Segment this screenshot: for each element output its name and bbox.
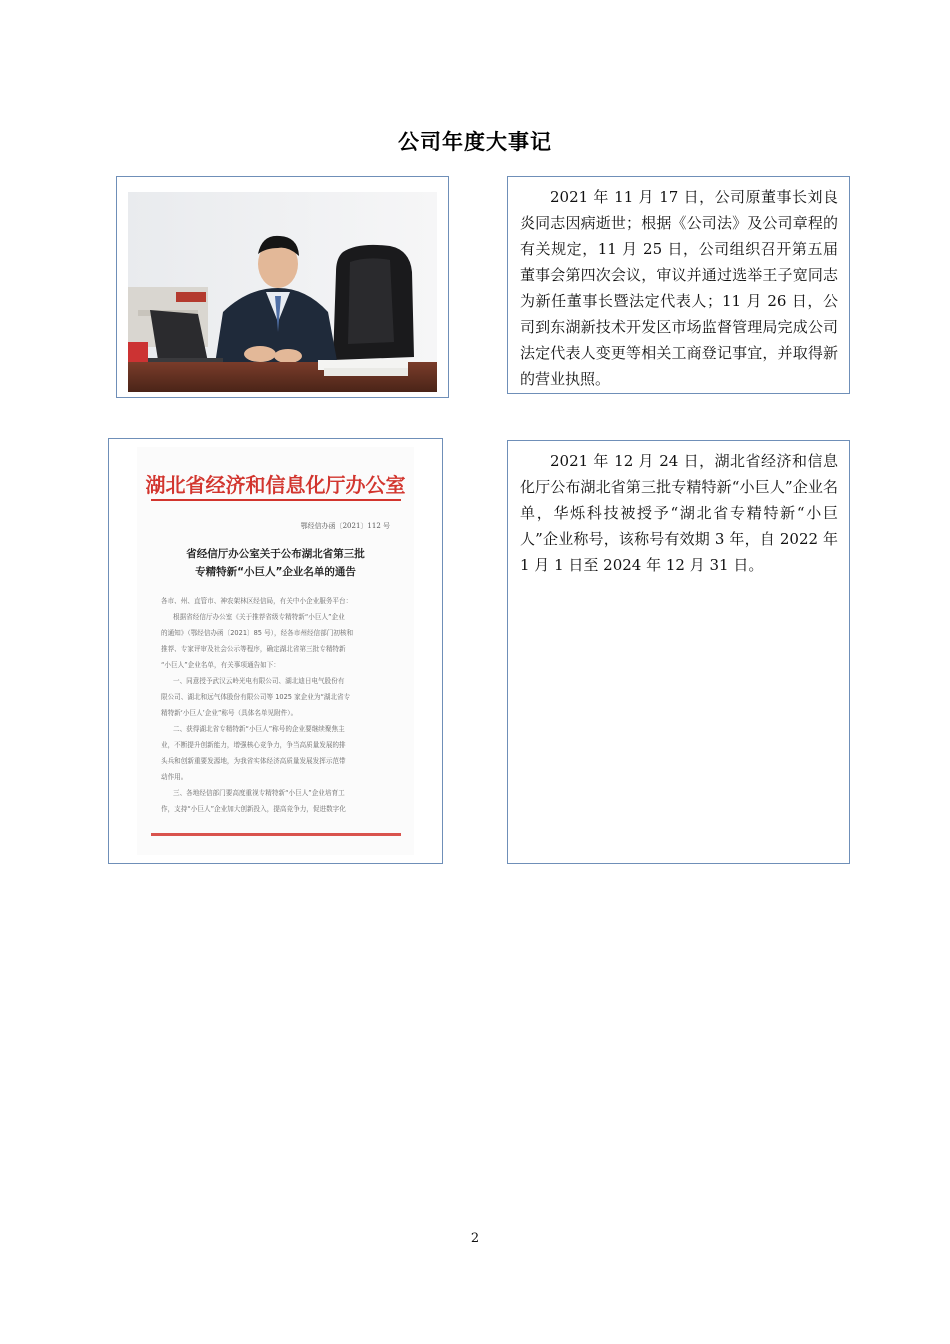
document-title-line: 省经信厅办公室关于公布湖北省第三批 [186, 548, 365, 560]
document-body-line: 一、同意授予武汉云岭光电有限公司、湖北迪日电气股份有 [173, 677, 345, 685]
document-body-line: 作，支持“小巨人”企业加大创新投入，提高竞争力，促进数字化 [161, 805, 346, 813]
document-title [137, 545, 414, 581]
photo-frame [116, 176, 449, 398]
document-body-line: 头兵和创新重要发源地，为我省实体经济高质量发展发挥示范带 [161, 757, 346, 765]
event-1-text: 2021 年 11 月 17 日，公司原董事长刘良炎同志因病逝世；根据《公司法》及公司章程的有关规定，11 月 25 日，公司组织召开第五届董事会第四次会议，审议并通过选举王子宽同志为新任董事长暨法定代表人；11 月 26 日，公司到东湖新技术开发区市场监督管理局完成公司法定代表人变更等相关工商登记事宜，并取得新的营业执照。 [520, 188, 838, 388]
document-body-line: 根据省经信厅办公室《关于推荐省级专精特新“小巨人”企业 [173, 613, 345, 621]
document-title-line: 专精特新“小巨人”企业名单的通告 [195, 566, 356, 578]
page-title: 公司年度大事记 [398, 130, 552, 154]
document-body-line: 精特新‘小巨人’企业”称号（具体名单见附件）。 [161, 709, 298, 717]
document-body-line: 限公司、湖北和远气体股份有限公司等 1025 家企业为“湖北省专 [161, 693, 351, 701]
document-body-line: 动作用。 [161, 773, 188, 781]
event-1-text-box [507, 176, 850, 394]
document-body-line: 推荐、专家评审及社会公示等程序，确定湖北省第三批专精特新 [161, 645, 346, 653]
page-number: 2 [470, 1231, 480, 1246]
document-body [161, 593, 395, 843]
event-2-text-box [507, 440, 850, 864]
event-2-text: 2021 年 12 月 24 日，湖北省经济和信息化厅公布湖北省第三批专精特新“小巨人”企业名单，华烁科技被授予“湖北省专精特新“小巨人”企业称号，该称号有效期 3 年，自 2022 年 1 月 1 日至 2024 年 12 月 31 日。 [520, 452, 838, 574]
document-body-line: 三、各地经信部门要高度重视专精特新“小巨人”企业培育工 [173, 789, 345, 797]
document-scan [137, 447, 414, 855]
document-header-rule [151, 499, 401, 501]
document-header: 湖北省经济和信息化厅办公室 [145, 473, 406, 497]
document-body-line: “小巨人”企业名单，有关事项通告如下： [161, 661, 280, 669]
document-body-line: 业，不断提升创新能力，增强核心竞争力，争当高质量发展的排 [161, 741, 346, 749]
chairman-photo [128, 192, 437, 392]
document-body-line: 二、获得湖北省专精特新“小巨人”称号的企业要继续聚焦主 [173, 725, 345, 733]
document-scan-frame [108, 438, 443, 864]
document-body-line: 的通知》（鄂经信办函〔2021〕85 号），经各市州经信部门初核和 [161, 629, 354, 637]
document-footer-rule [151, 833, 401, 836]
document-body-line: 各市、州、直管市、神农架林区经信局，有关中小企业服务平台： [161, 597, 353, 605]
document-reference: 鄂经信办函〔2021〕112 号 [300, 522, 390, 530]
